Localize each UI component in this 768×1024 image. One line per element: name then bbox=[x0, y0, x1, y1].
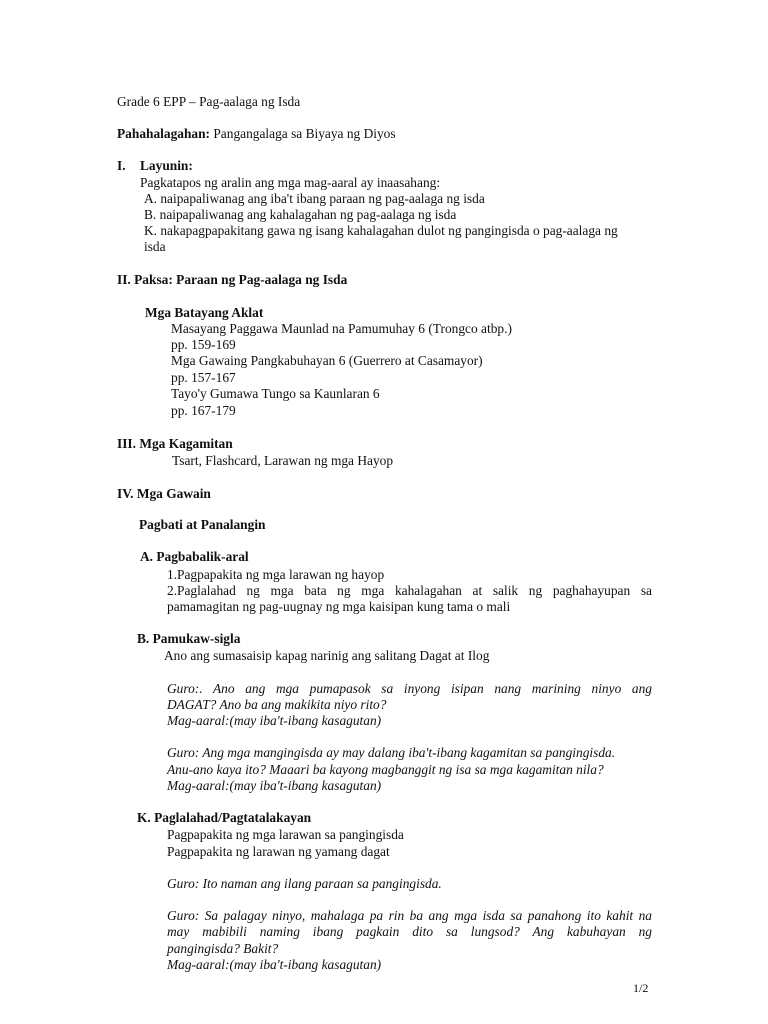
page-number: 1/2 bbox=[633, 981, 649, 995]
batayang-aklat-heading: Mga Batayang Aklat bbox=[145, 305, 264, 320]
section-4-heading: IV. Mga Gawain bbox=[117, 486, 211, 501]
subsection-b-heading: B. Pamukaw-sigla bbox=[137, 631, 241, 646]
value-label: Pahahalagahan: bbox=[117, 126, 211, 141]
dialog-line: Guro:. Ano ang mga pumapasok sa inyong isipan nang marining ninyo ang bbox=[167, 681, 652, 696]
layunin-item: B. naipapaliwanag ang kahalagahan ng pag-aalaga ng isda bbox=[144, 207, 457, 222]
reference-pages: pp. 159-169 bbox=[171, 337, 236, 352]
layunin-item-continuation: isda bbox=[144, 239, 166, 254]
dialog-line: Mag-aaral:(may iba't-ibang kasagutan) bbox=[167, 957, 382, 972]
dialog-line: Guro: Sa palagay ninyo, mahalaga pa rin ba ang mga isda sa panahong ito kahit na bbox=[167, 908, 652, 923]
document-title: Grade 6 EPP – Pag-aalaga ng Isda bbox=[117, 94, 301, 109]
dialog-line: Guro: Ito naman ang ilang paraan sa pangingisda. bbox=[167, 876, 442, 891]
dialog-line: DAGAT? Ano ba ang makikita niyo rito? bbox=[167, 697, 387, 712]
pamukaw-sigla-text: Ano ang sumasaisip kapag narinig ang salitang Dagat at Ilog bbox=[164, 648, 490, 663]
layunin-item: A. naipapaliwanag ang iba't ibang paraan ng pag-aalaga ng isda bbox=[144, 191, 485, 206]
section-2-heading: II. Paksa: Paraan ng Pag-aalaga ng Isda bbox=[117, 272, 348, 287]
dialog-line: Guro: Ang mga mangingisda ay may dalang iba't-ibang kagamitan sa pangingisda. bbox=[167, 745, 616, 760]
pagbabalik-aral-item: 1.Pagpapakita ng mga larawan ng hayop bbox=[167, 567, 385, 582]
subsection-k-heading: K. Paglalahad/Pagtatalakayan bbox=[137, 810, 312, 825]
layunin-item: K. nakapagpapakitang gawa ng isang kahalagahan dulot ng pangingisda o pag-aalaga ng bbox=[144, 223, 618, 238]
dialog-line: Mag-aaral:(may iba't-ibang kasagutan) bbox=[167, 713, 382, 728]
reference-line: Masayang Paggawa Maunlad na Pamumuhay 6 (Trongco atbp.) bbox=[171, 321, 512, 336]
dialog-line: Anu-ano kaya ito? Maaari ba kayong magbanggit ng isa sa mga kagamitan nila? bbox=[167, 762, 604, 777]
section-3-heading: III. Mga Kagamitan bbox=[117, 436, 233, 451]
dialog-line: Mag-aaral:(may iba't-ibang kasagutan) bbox=[167, 778, 382, 793]
section-1-number: I. bbox=[117, 158, 126, 173]
pagbabalik-aral-item-continuation: pamamagitan ng pag-uugnay ng mga kaisipan kung tama o mali bbox=[167, 599, 511, 614]
layunin-intro: Pagkatapos ng aralin ang mga mag-aaral ay inaasahang: bbox=[140, 175, 441, 190]
reference-pages: pp. 167-179 bbox=[171, 403, 236, 418]
paglalahad-item: Pagpapakita ng mga larawan sa pangingisda bbox=[167, 827, 404, 842]
subsection-a-heading: A. Pagbabalik-aral bbox=[140, 549, 249, 564]
reference-line: Tayo'y Gumawa Tungo sa Kaunlaran 6 bbox=[171, 386, 380, 401]
value-line bbox=[117, 126, 396, 142]
reference-line: Mga Gawaing Pangkabuhayan 6 (Guerrero at Casamayor) bbox=[171, 353, 483, 368]
value-text: Pangangalaga sa Biyaya ng Diyos bbox=[210, 126, 396, 141]
section-1-heading: Layunin: bbox=[140, 158, 193, 173]
reference-pages: pp. 157-167 bbox=[171, 370, 236, 385]
pagbabalik-aral-item: 2.Paglalahad ng mga bata ng mga kahalagahan at salik ng paghahayupan sa bbox=[167, 583, 652, 598]
pagbati-heading: Pagbati at Panalangin bbox=[139, 517, 266, 532]
dialog-line: pangingisda? Bakit? bbox=[167, 941, 279, 956]
kagamitan-text: Tsart, Flashcard, Larawan ng mga Hayop bbox=[172, 453, 394, 468]
dialog-line: may mabibili naming ibang pagkain dito sa lungsod? Ang kabuhayan ng bbox=[167, 924, 652, 939]
paglalahad-item: Pagpapakita ng larawan ng yamang dagat bbox=[167, 844, 390, 859]
